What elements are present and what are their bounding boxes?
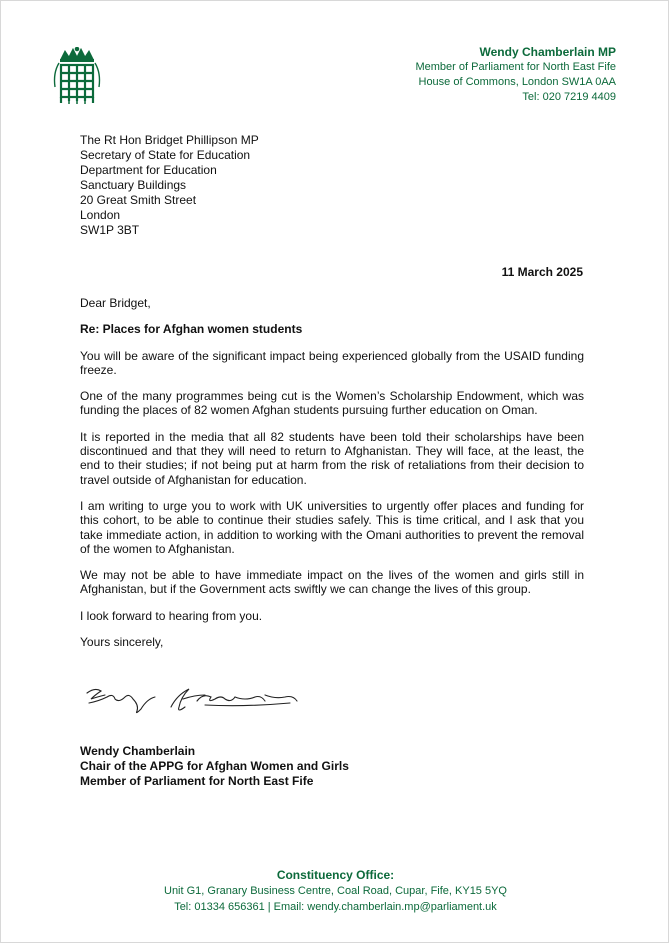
recipient-line: SW1P 3BT: [80, 223, 140, 237]
recipient-line: Secretary of State for Education: [80, 148, 251, 162]
handwritten-signature: [85, 685, 305, 715]
body-paragraph: We may not be able to have immediate impact on the lives of the women and girls still in Afghanistan, but if the Government acts swiftly we can change the lives of this group.: [80, 568, 584, 597]
body-paragraph: I look forward to hearing from you.: [80, 608, 263, 623]
sender-address: House of Commons, London SW1A 0AA: [418, 76, 616, 88]
footer-address: Unit G1, Granary Business Centre, Coal Road, Cupar, Fife, KY15 5YQ: [164, 885, 507, 897]
constituency-footer: [1, 867, 669, 915]
signoff-title: Chair of the APPG for Afghan Women and Girls: [80, 759, 349, 773]
recipient-line: Department for Education: [80, 163, 217, 177]
letter-date: 11 March 2025: [501, 265, 583, 279]
letter-body: [80, 296, 584, 661]
sender-block: [415, 45, 616, 105]
body-paragraph: You will be aware of the significant impact being experienced globally from the USAID funding freeze.: [80, 348, 584, 377]
recipient-line: London: [80, 208, 121, 222]
sender-name: Wendy Chamberlain MP: [479, 45, 616, 59]
footer-contact: Tel: 01334 656361 | Email: wendy.chamberlain.mp@parliament.uk: [174, 901, 497, 913]
body-paragraph: One of the many programmes being cut is the Women’s Scholarship Endowment, which was funding the places of 82 women Afghan students pursuing further education on Oman.: [80, 389, 584, 418]
signoff-name: Wendy Chamberlain: [80, 744, 196, 758]
sender-role: Member of Parliament for North East Fife: [415, 61, 616, 73]
recipient-line: 20 Great Smith Street: [80, 193, 197, 207]
subject-line: Re: Places for Afghan women students: [80, 322, 303, 337]
recipient-address: [80, 133, 259, 238]
signoff-role: Member of Parliament for North East Fife: [80, 774, 314, 788]
signoff-block: [80, 744, 349, 789]
closing: Yours sincerely,: [80, 635, 164, 650]
salutation: Dear Bridget,: [80, 296, 151, 310]
recipient-line: The Rt Hon Bridget Phillipson MP: [80, 133, 259, 147]
footer-title: Constituency Office:: [276, 868, 395, 882]
body-paragraph: It is reported in the media that all 82 students have been told their scholarships have been discontinued and that they will need to return to Afghanistan. They will face, at the least, the end to their studies; if not being put at harm from the risk of retaliations from their decision to travel outside of Afghanistan for education.: [80, 429, 584, 487]
recipient-line: Sanctuary Buildings: [80, 178, 187, 192]
sender-tel: Tel: 020 7219 4409: [522, 91, 616, 103]
portcullis-logo-icon: [51, 47, 103, 107]
body-paragraph: I am writing to urge you to work with UK universities to urgently offer places and funding for this cohort, to be able to continue their studies safely. This is time critical, and I ask that you take immediate action, in addition to working with the Omani authorities to prevent the removal of the women to Afghanistan.: [80, 498, 584, 556]
